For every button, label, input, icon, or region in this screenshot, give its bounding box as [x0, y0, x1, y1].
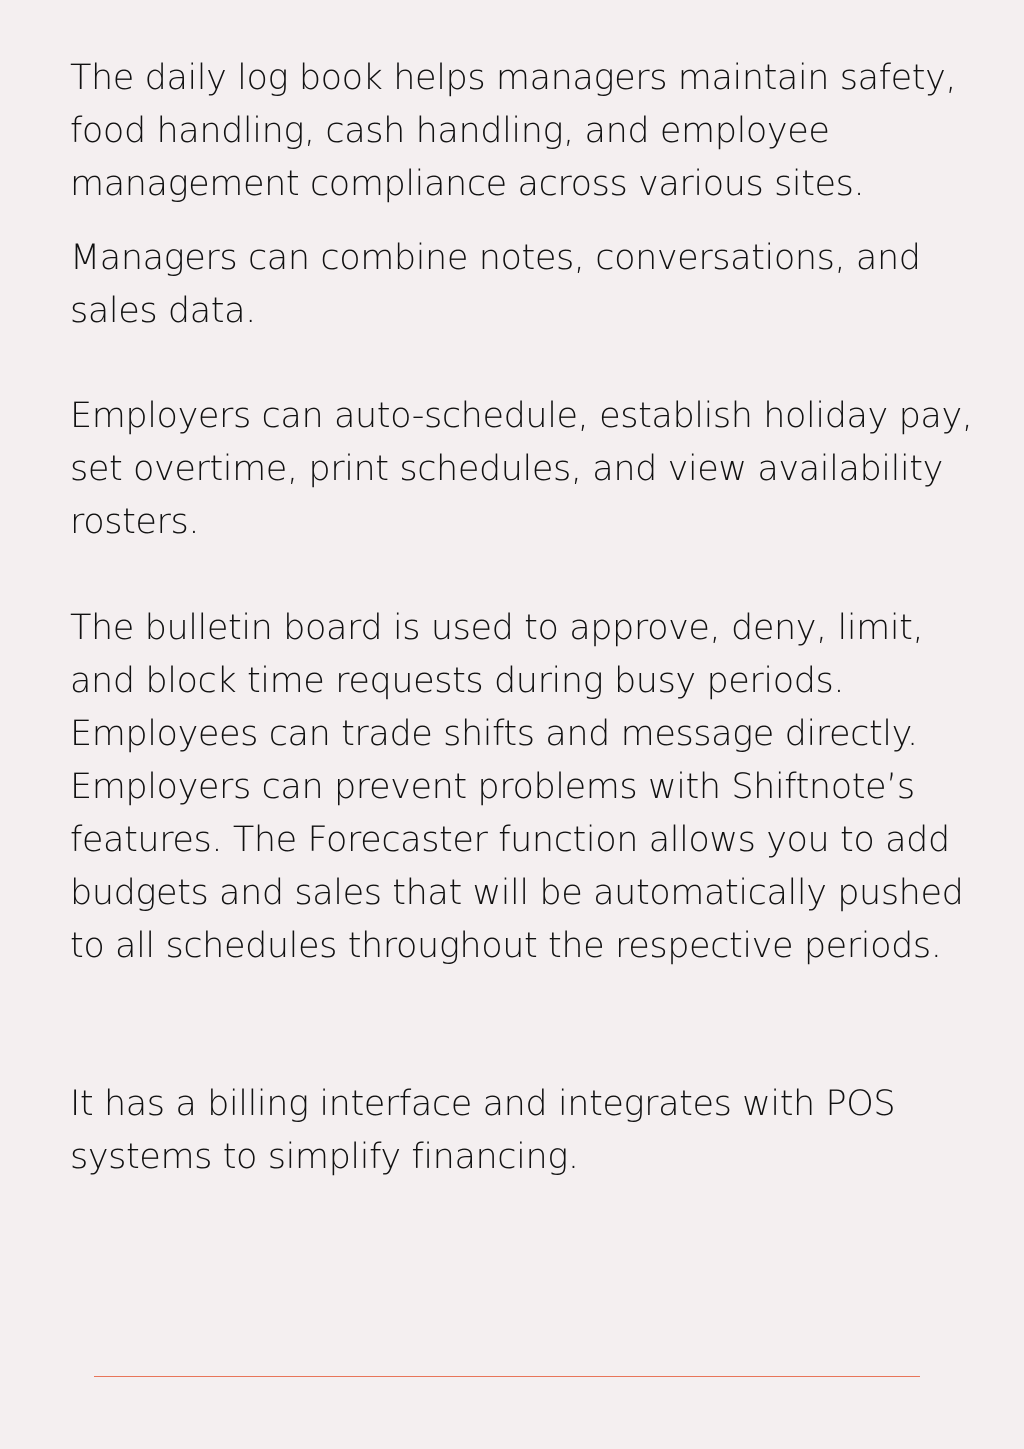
- text-line: Employees can trade shifts and message directly.: [70, 714, 918, 754]
- text-line: to all schedules throughout the respective periods.: [70, 926, 942, 966]
- text-line: Employers can prevent problems with Shiftnote’s: [70, 767, 915, 807]
- footer-divider: [94, 1376, 920, 1377]
- text-line: food handling, cash handling, and employee: [70, 111, 830, 151]
- text-line: set overtime, print schedules, and view availability: [70, 449, 943, 489]
- paragraph-auto-schedule: [70, 390, 973, 549]
- paragraph-managers-combine: [70, 232, 960, 338]
- paragraph-billing-interface: [70, 1078, 960, 1184]
- text-line: features. The Forecaster function allows you to add: [70, 820, 950, 860]
- text-line: The daily log book helps managers maintain safety,: [70, 58, 957, 98]
- text-line: It has a billing interface and integrates with POS: [70, 1084, 896, 1124]
- text-line: The bulletin board is used to approve, deny, limit,: [70, 608, 924, 648]
- text-line: rosters.: [70, 502, 200, 542]
- text-line: Employers can auto-schedule, establish holiday pay,: [70, 396, 973, 436]
- paragraph-daily-log-book: [70, 52, 960, 211]
- paragraph-bulletin-board: [70, 602, 964, 973]
- text-line: Managers can combine notes, conversations, and: [70, 238, 921, 278]
- text-line: systems to simplify financing.: [70, 1137, 579, 1177]
- text-line: and block time requests during busy periods.: [70, 661, 845, 701]
- text-line: budgets and sales that will be automatically pushed: [70, 873, 964, 913]
- text-line: sales data.: [70, 291, 256, 331]
- text-line: management compliance across various sites.: [70, 164, 865, 204]
